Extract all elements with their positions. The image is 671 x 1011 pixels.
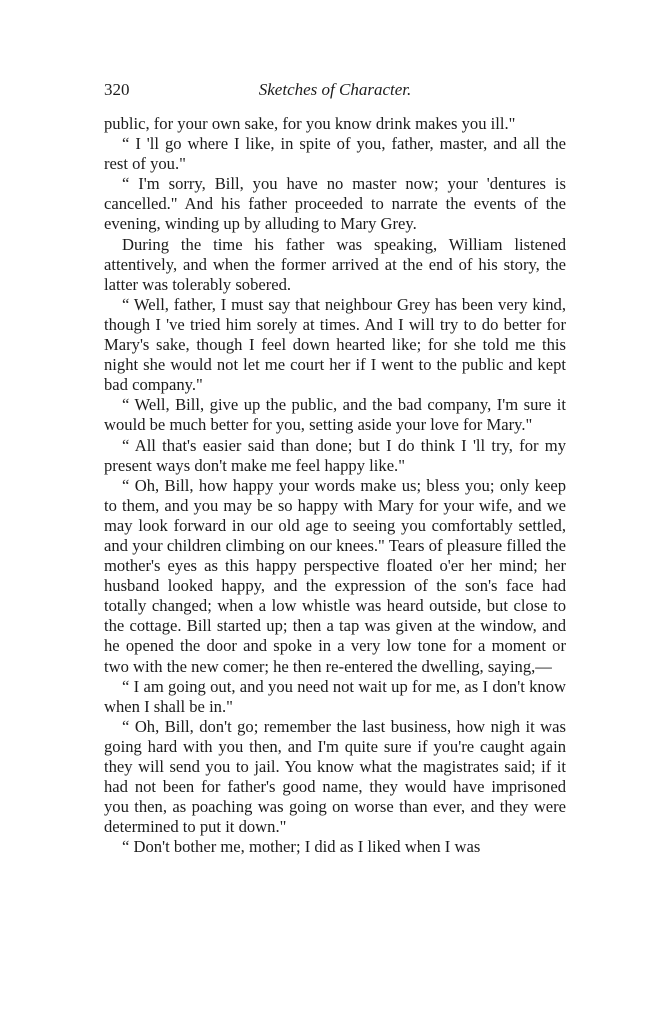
running-title: Sketches of Character. <box>258 80 412 99</box>
body-text <box>104 114 566 857</box>
paragraph: public, for your own sake, for you know drink makes you ill." <box>104 114 516 133</box>
paragraph: “ Oh, Bill, don't go; remember the last business, how nigh it was going hard with you then, and I'm quite sure if you're caught again they will send you to jail. You know what the magistrates said; if it had not been for father's good name, they would have imprisoned you then, as poaching was going on worse than ever, and they were determined to put it down." <box>104 716 566 837</box>
paragraph: During the time his father was speaking, William listened attentively, and when the former arrived at the end of his story, the latter was tolerably sobered. <box>104 234 566 294</box>
paragraph: “ I am going out, and you need not wait up for me, as I don't know when I shall be in." <box>104 676 566 716</box>
paragraph: “ Don't bother me, mother; I did as I liked when I was <box>122 837 481 857</box>
paragraph: “ Well, Bill, give up the public, and the bad company, I'm sure it would be much better for you, setting aside your love for Mary." <box>104 395 566 435</box>
page-header <box>104 80 566 106</box>
paragraph: “ All that's easier said than done; but I do think I 'll try, for my present ways don't make me feel happy like." <box>104 435 566 475</box>
paragraph: “ I'm sorry, Bill, you have no master now; your 'dentures is cancelled." And his father proceeded to narrate the events of the evening, winding up by alluding to Mary Grey. <box>104 174 566 234</box>
paragraph: “ Oh, Bill, how happy your words make us; bless you; only keep to them, and you may be so happy with Mary for your wife, and we may look forward in our old age to seeing you comfortably settled, and your children climbing on our knees." Tears of pleasure filled the mother's eyes as this happy perspective floated o'er her mind; her husband looked happy, and the expression of the son's face had totally changed; when a low whistle was heard outside, but close to the cottage. Bill started up; then a tap was given at the window, and he opened the door and spoke in a very low tone for a moment or two with the new comer; he then re-entered the dwelling, saying,— <box>104 475 566 676</box>
book-page <box>104 80 566 857</box>
paragraph: “ Well, father, I must say that neighbour Grey has been very kind, though I 've tried him sorely at times. And I will try to do better for Mary's sake, though I feel down hearted like; for she told me this night she would not let me court her if I went to the public and kept bad company." <box>104 294 566 395</box>
page-number: 320 <box>104 80 130 99</box>
paragraph: “ I 'll go where I like, in spite of you, father, master, and all the rest of you." <box>104 134 566 174</box>
